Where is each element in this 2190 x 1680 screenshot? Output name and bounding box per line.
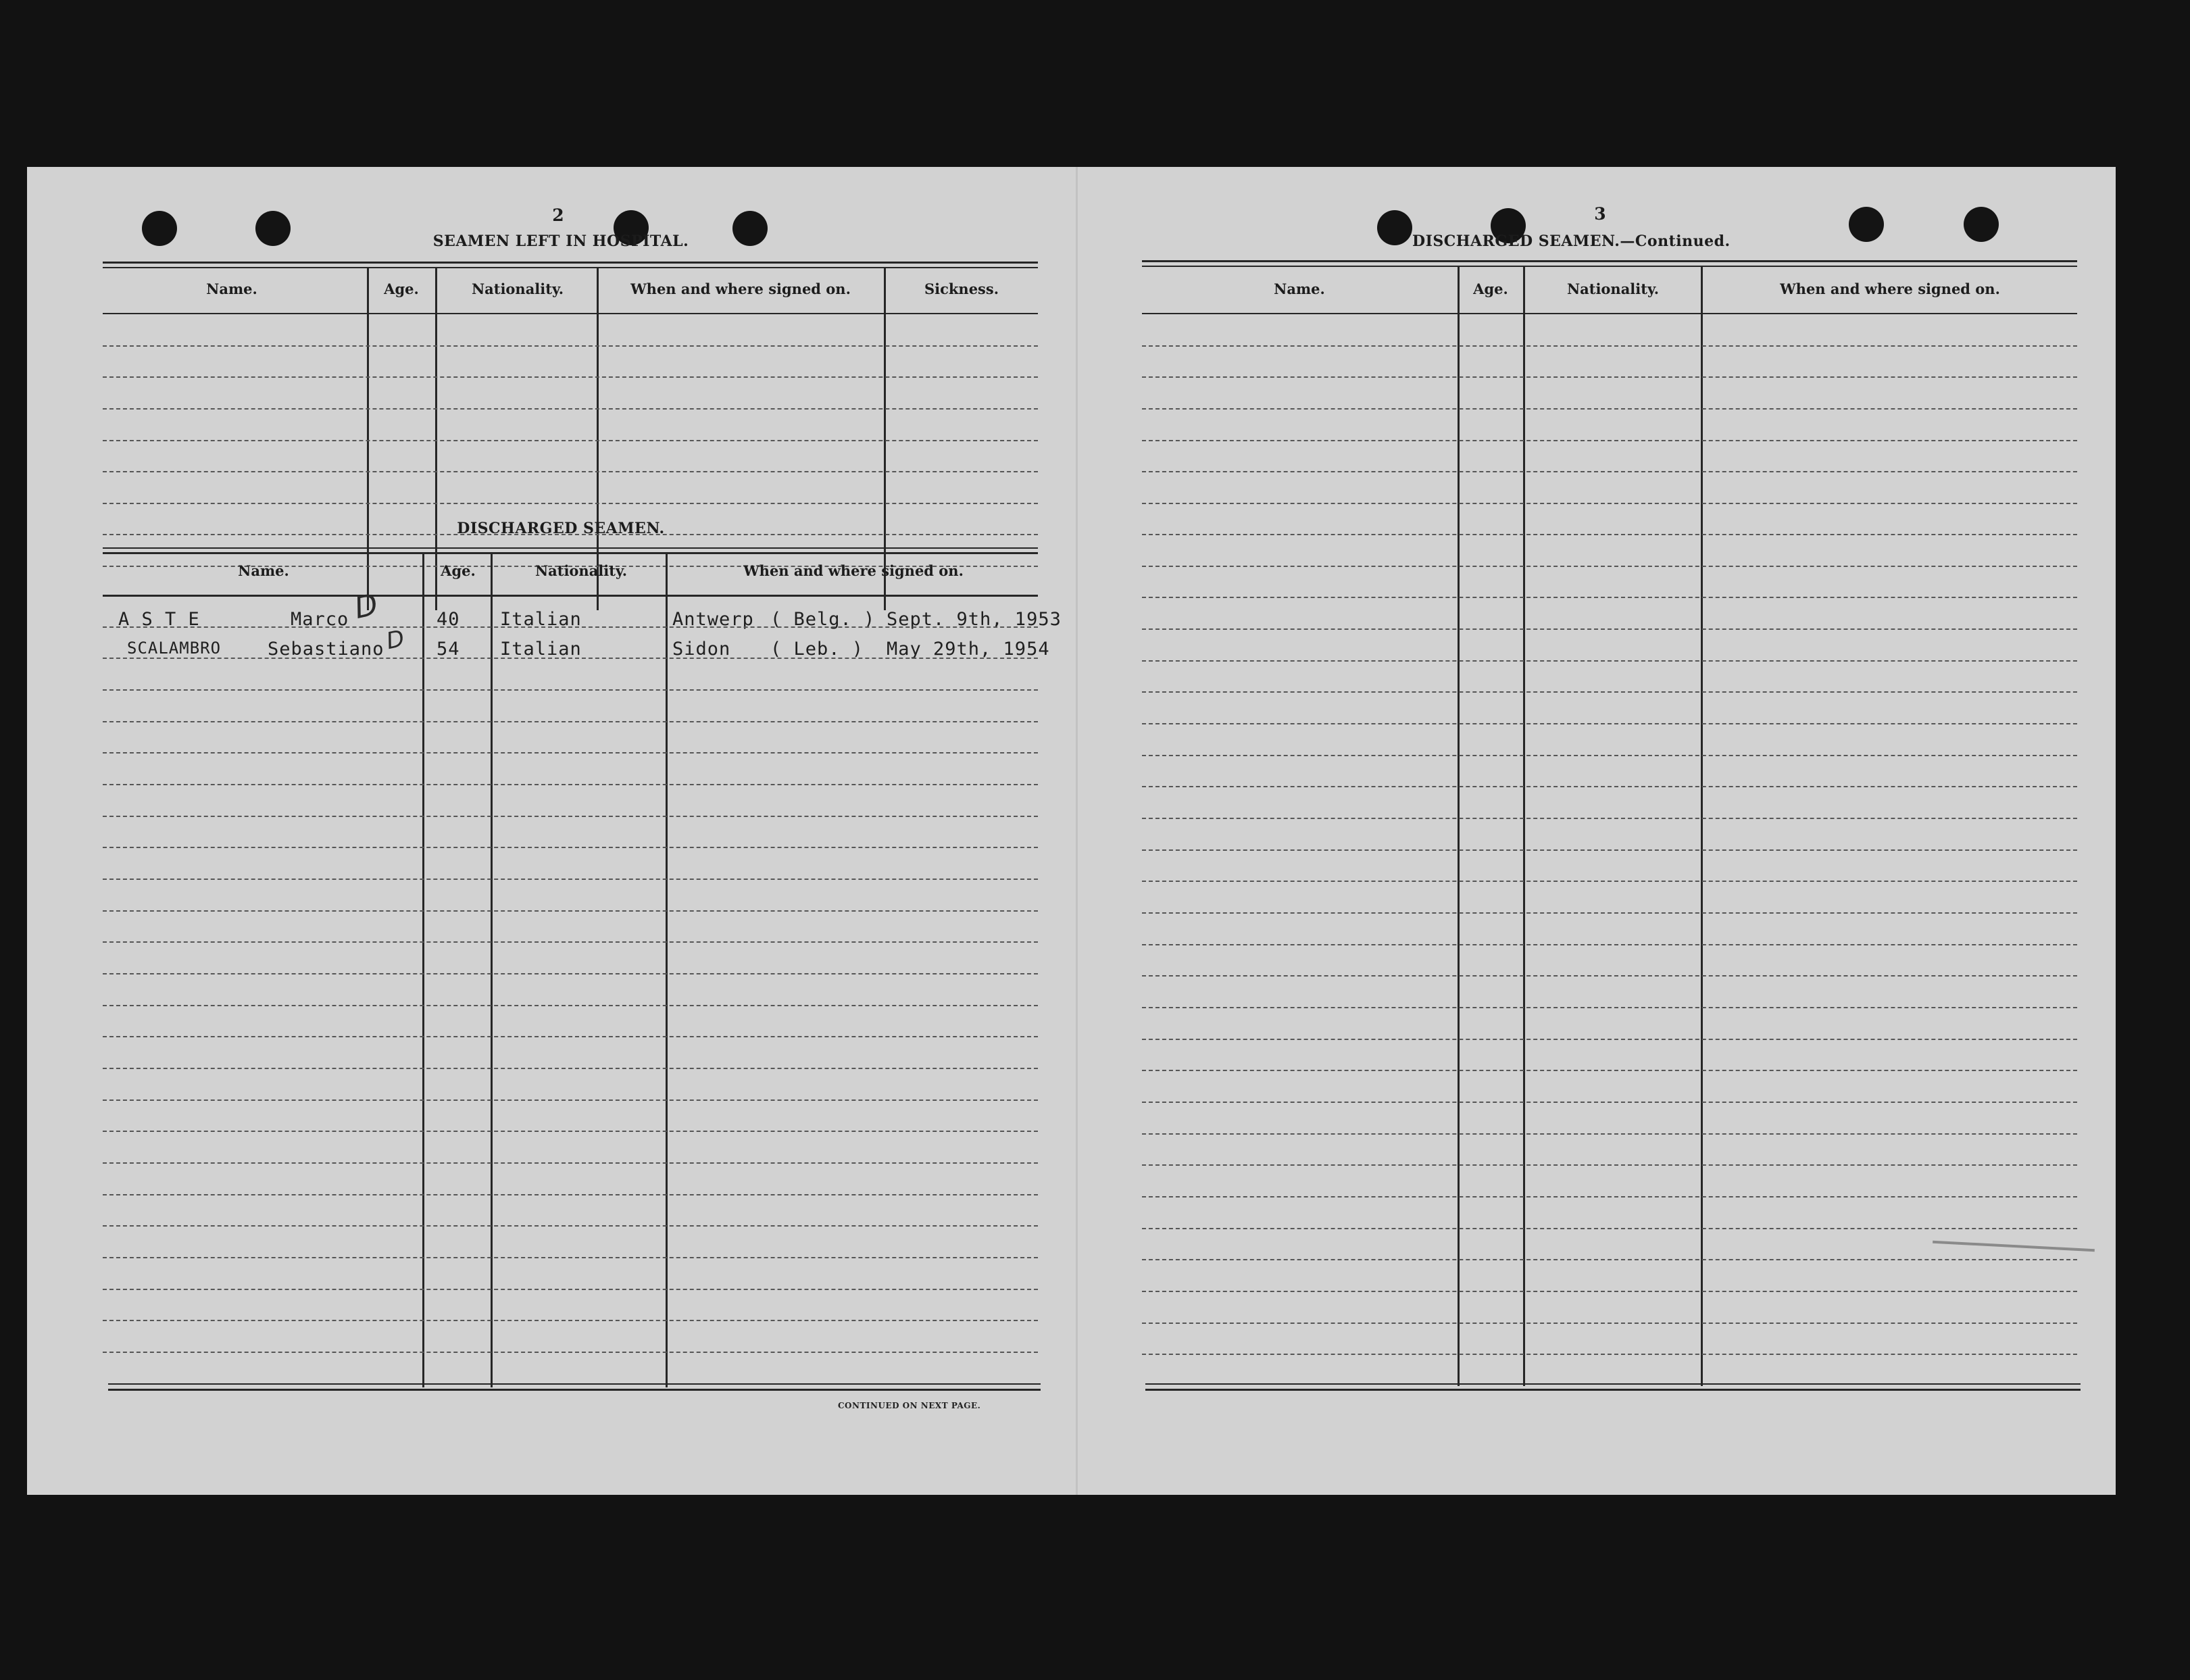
row-line bbox=[1142, 534, 2077, 535]
rule bbox=[108, 1389, 1041, 1391]
rule bbox=[108, 1383, 1041, 1385]
seaman-surname: A S T E bbox=[118, 609, 200, 630]
row-line bbox=[103, 816, 1038, 817]
row-line bbox=[103, 1352, 1038, 1353]
row-line bbox=[1142, 975, 2077, 977]
punch-hole bbox=[142, 211, 177, 246]
column-divider bbox=[597, 268, 599, 610]
rule bbox=[103, 313, 1038, 314]
signed-on-place: Sidon bbox=[672, 639, 731, 660]
row-line bbox=[103, 784, 1038, 785]
column-divider bbox=[1458, 267, 1460, 1386]
row-line bbox=[103, 689, 1038, 691]
column-divider bbox=[422, 553, 424, 1387]
rule bbox=[1142, 260, 2077, 262]
page-fold bbox=[1076, 167, 1078, 1495]
column-header-name: Name. bbox=[1274, 280, 1325, 297]
discharged-section-title: DISCHARGED SEAMEN. bbox=[457, 520, 665, 537]
rule bbox=[103, 262, 1038, 264]
row-line bbox=[1142, 408, 2077, 410]
row-line bbox=[103, 847, 1038, 848]
row-line bbox=[1142, 849, 2077, 851]
row-line bbox=[1142, 786, 2077, 787]
row-line bbox=[1142, 881, 2077, 882]
document-sheet bbox=[27, 167, 2116, 1495]
seaman-surname: SCALAMBRO bbox=[127, 639, 222, 658]
row-line bbox=[103, 1131, 1038, 1132]
discharged-continued-title: DISCHARGED SEAMEN.—Continued. bbox=[1412, 232, 1731, 250]
row-line bbox=[1142, 1007, 2077, 1008]
row-line bbox=[1142, 944, 2077, 945]
seaman-given-name: Sebastiano bbox=[268, 639, 384, 660]
column-divider bbox=[1523, 267, 1525, 1386]
row-line bbox=[1142, 503, 2077, 504]
row-line bbox=[1142, 440, 2077, 441]
row-line bbox=[1142, 723, 2077, 724]
punch-hole bbox=[1849, 207, 1884, 242]
column-header-nationality: Nationality. bbox=[471, 280, 564, 297]
handwritten-mark: D bbox=[384, 624, 407, 656]
seaman-given-name: Marco bbox=[291, 609, 349, 630]
row-line bbox=[103, 1100, 1038, 1101]
punch-hole bbox=[255, 211, 291, 246]
row-line bbox=[1142, 818, 2077, 819]
row-line bbox=[103, 752, 1038, 753]
seaman-nationality: Italian bbox=[500, 609, 582, 630]
row-line bbox=[103, 376, 1038, 378]
row-line bbox=[103, 471, 1038, 472]
row-line bbox=[1142, 1259, 2077, 1260]
row-line bbox=[103, 658, 1038, 659]
column-header-age: Age. bbox=[384, 280, 419, 297]
column-header-name: Name. bbox=[238, 562, 289, 579]
rule bbox=[103, 267, 1038, 268]
row-line bbox=[103, 1225, 1038, 1227]
row-line bbox=[1142, 1133, 2077, 1135]
row-line bbox=[1142, 1228, 2077, 1229]
column-header-nationality: Nationality. bbox=[534, 562, 628, 579]
row-line bbox=[1142, 1164, 2077, 1166]
page-number-left: 2 bbox=[552, 205, 564, 225]
column-header-signed-on: When and where signed on. bbox=[743, 562, 964, 579]
rule bbox=[1142, 313, 2077, 314]
row-line bbox=[103, 721, 1038, 722]
row-line bbox=[1142, 1039, 2077, 1040]
row-line bbox=[1142, 345, 2077, 347]
row-line bbox=[103, 879, 1038, 880]
column-divider bbox=[491, 553, 493, 1387]
column-divider bbox=[884, 268, 886, 610]
punch-hole bbox=[1377, 210, 1412, 245]
row-line bbox=[103, 1194, 1038, 1195]
column-header-nationality: Nationality. bbox=[1566, 280, 1660, 297]
row-line bbox=[1142, 1323, 2077, 1324]
row-line bbox=[1142, 471, 2077, 472]
column-divider bbox=[666, 553, 668, 1387]
column-header-sickness: Sickness. bbox=[924, 280, 999, 297]
hospital-section-title: SEAMEN LEFT IN HOSPITAL. bbox=[432, 232, 689, 250]
column-header-age: Age. bbox=[1473, 280, 1508, 297]
row-line bbox=[1142, 597, 2077, 598]
row-line bbox=[1142, 1102, 2077, 1103]
signed-on-country: ( Leb. ) bbox=[770, 639, 864, 660]
handwritten-mark: D bbox=[351, 587, 381, 626]
row-line bbox=[103, 1036, 1038, 1037]
row-line bbox=[103, 1005, 1038, 1006]
column-header-name: Name. bbox=[206, 280, 257, 297]
column-divider bbox=[367, 268, 369, 610]
column-divider bbox=[435, 268, 437, 610]
rule bbox=[103, 552, 1038, 554]
signed-on-date: Sept. 9th, 1953 bbox=[887, 609, 1062, 630]
row-line bbox=[1142, 1354, 2077, 1355]
seaman-age: 54 bbox=[437, 639, 460, 660]
column-header-age: Age. bbox=[441, 562, 476, 579]
row-line bbox=[1142, 376, 2077, 378]
column-divider bbox=[1701, 267, 1703, 1386]
row-line bbox=[103, 941, 1038, 943]
row-line bbox=[1142, 691, 2077, 693]
seaman-nationality: Italian bbox=[500, 639, 582, 660]
row-line bbox=[103, 1320, 1038, 1321]
row-line bbox=[1142, 1291, 2077, 1292]
row-line bbox=[1142, 1196, 2077, 1197]
row-line bbox=[103, 973, 1038, 974]
row-line bbox=[103, 408, 1038, 410]
row-line bbox=[103, 1162, 1038, 1164]
row-line bbox=[103, 345, 1038, 347]
rule bbox=[103, 595, 1038, 596]
signed-on-date: May 29th, 1954 bbox=[887, 639, 1050, 660]
row-line bbox=[1142, 1070, 2077, 1071]
row-line bbox=[103, 503, 1038, 504]
column-header-signed-on: When and where signed on. bbox=[1780, 280, 2000, 297]
rule bbox=[1142, 266, 2077, 267]
row-line bbox=[103, 626, 1038, 628]
bleed-through-mark bbox=[1933, 1241, 2095, 1252]
row-line bbox=[1142, 660, 2077, 662]
seaman-age: 40 bbox=[437, 609, 460, 630]
row-line bbox=[103, 1289, 1038, 1290]
row-line bbox=[103, 1257, 1038, 1258]
row-line bbox=[103, 440, 1038, 441]
row-line bbox=[1142, 755, 2077, 756]
column-header-signed-on: When and where signed on. bbox=[630, 280, 851, 297]
row-line bbox=[1142, 628, 2077, 630]
page-number-right: 3 bbox=[1594, 204, 1606, 224]
row-line bbox=[1142, 912, 2077, 914]
continued-note: CONTINUED ON NEXT PAGE. bbox=[838, 1401, 981, 1410]
row-line bbox=[103, 910, 1038, 912]
row-line bbox=[103, 1068, 1038, 1069]
row-line bbox=[1142, 566, 2077, 567]
signed-on-place: Antwerp bbox=[672, 609, 754, 630]
signed-on-country: ( Belg. ) bbox=[770, 609, 876, 630]
rule bbox=[1145, 1389, 2081, 1391]
punch-hole bbox=[1964, 207, 1999, 242]
rule bbox=[103, 547, 1038, 549]
rule bbox=[1145, 1383, 2081, 1385]
